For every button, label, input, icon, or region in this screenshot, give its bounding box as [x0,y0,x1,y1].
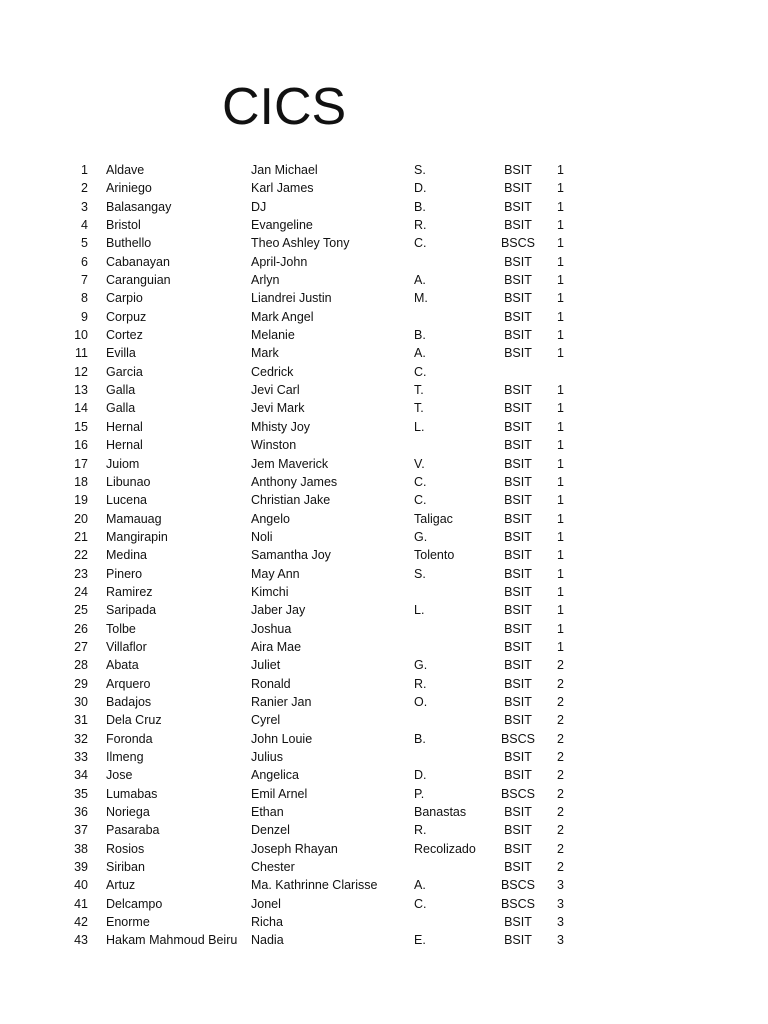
year-level: 1 [557,218,564,233]
table-row [0,858,768,876]
table-row [0,656,768,674]
last-name: Garcia [106,364,143,379]
middle-name: D. [414,181,427,196]
first-name: Angelica [251,768,299,783]
course: BSIT [504,328,532,343]
middle-name: O. [414,694,428,709]
year-level: 2 [557,658,564,673]
row-number: 6 [81,254,88,269]
first-name: May Ann [251,566,300,581]
first-name: Ethan [251,805,284,820]
row-number: 31 [74,713,88,728]
year-level: 2 [557,676,564,691]
course: BSIT [504,199,532,214]
course: BSIT [504,805,532,820]
table-row [0,198,768,216]
course: BSCS [500,731,536,746]
last-name: Saripada [106,603,157,618]
middle-name: B. [414,199,426,214]
year-level: 1 [557,309,564,324]
first-name: Noli [251,529,273,544]
course: BSIT [504,273,532,288]
row-number: 10 [74,328,88,343]
last-name: Libunao [106,474,151,489]
first-name: Evangeline [251,218,313,233]
middle-name: S. [414,163,426,177]
year-level: 1 [557,474,564,489]
table-row [0,840,768,858]
table-row [0,693,768,711]
last-name: Tolbe [106,621,136,636]
course: BSIT [504,639,532,654]
course: BSIT [504,181,532,196]
course: BSCS [500,786,536,801]
middle-name: C. [414,493,427,508]
table-row [0,931,768,949]
row-number: 29 [74,676,88,691]
course: BSIT [504,621,532,636]
middle-name: T. [414,401,424,416]
row-number: 34 [74,768,88,783]
last-name: Jose [106,768,133,783]
table-row [0,289,768,307]
row-number: 19 [74,493,88,508]
last-name: Rosios [106,841,145,856]
year-level: 3 [557,896,564,911]
last-name: Galla [106,383,136,398]
table-row [0,234,768,252]
course: BSIT [504,401,532,416]
first-name: John Louie [251,731,313,746]
last-name: Dela Cruz [106,713,162,728]
year-level: 1 [557,291,564,306]
last-name: Hakam Mahmoud Beiru [106,933,238,948]
course: BSIT [504,658,532,673]
year-level: 1 [557,584,564,599]
first-name: Mark Angel [251,309,314,324]
first-name: Jaber Jay [251,603,306,618]
row-number: 7 [81,273,88,288]
row-number: 8 [81,291,88,306]
year-level: 2 [557,823,564,838]
year-level: 1 [557,383,564,398]
middle-name: R. [414,823,427,838]
course: BSIT [504,218,532,233]
last-name: Badajos [106,694,152,709]
year-level: 2 [557,713,564,728]
course: BSIT [504,713,532,728]
first-name: Julius [251,750,283,764]
course: BSIT [504,529,532,544]
course: BSIT [504,383,532,398]
middle-name: B. [414,731,426,746]
middle-name: E. [414,933,426,948]
row-number: 12 [74,364,88,379]
course: BSIT [504,493,532,508]
year-level: 2 [557,841,564,856]
last-name: Ariniego [106,181,152,196]
middle-name: Recolizado [414,841,476,856]
row-number: 41 [74,896,88,911]
middle-name: C. [414,364,427,379]
table-row [0,711,768,729]
course: BSIT [504,419,532,434]
middle-name: S. [414,566,426,581]
course: BSIT [504,163,532,177]
last-name: Evilla [106,346,136,361]
first-name: Mark [251,346,279,361]
row-number: 20 [74,511,88,526]
table-row [0,730,768,748]
course: BSIT [504,548,532,563]
course: BSIT [504,584,532,599]
middle-name: C. [414,474,427,489]
table-row [0,510,768,528]
first-name: Juliet [251,658,281,673]
first-name: Theo Ashley Tony [251,236,350,251]
year-level: 1 [557,493,564,508]
table-row [0,895,768,913]
last-name: Hernal [106,419,143,434]
row-number: 15 [74,419,88,434]
middle-name: M. [414,291,428,306]
row-number: 43 [74,933,88,948]
course: BSIT [504,456,532,471]
last-name: Buthello [106,236,152,251]
first-name: Ma. Kathrinne Clarisse [251,878,378,893]
row-number: 1 [81,163,88,177]
year-level: 1 [557,163,564,177]
row-number: 37 [74,823,88,838]
middle-name: R. [414,676,427,691]
table-row [0,766,768,784]
table-row [0,546,768,564]
first-name: Richa [251,915,283,930]
row-number: 16 [74,438,88,453]
last-name: Cortez [106,328,143,343]
row-number: 22 [74,548,88,563]
course: BSIT [504,346,532,361]
first-name: Denzel [251,823,290,838]
middle-name: V. [414,456,425,471]
last-name: Lucena [106,493,148,508]
first-name: Jevi Carl [251,383,300,398]
last-name: Mamauag [106,511,162,526]
middle-name: D. [414,768,427,783]
course: BSIT [504,566,532,581]
table-row [0,436,768,454]
last-name: Noriega [106,805,150,820]
course: BSIT [504,254,532,269]
table-row [0,326,768,344]
middle-name: Banastas [414,805,467,820]
year-level: 2 [557,768,564,783]
first-name: Ronald [251,676,291,691]
table-row [0,308,768,326]
last-name: Abata [106,658,139,673]
course: BSIT [504,603,532,618]
last-name: Lumabas [106,786,158,801]
last-name: Artuz [106,878,136,893]
year-level: 2 [557,694,564,709]
course: BSIT [504,511,532,526]
year-level: 1 [557,548,564,563]
table-row [0,344,768,362]
year-level: 1 [557,346,564,361]
row-number: 33 [74,750,88,764]
first-name: Cedrick [251,364,294,379]
middle-name: A. [414,346,426,361]
table-row [0,638,768,656]
table-row [0,216,768,234]
first-name: Anthony James [251,474,338,489]
year-level: 1 [557,438,564,453]
row-number: 5 [81,236,88,251]
middle-name: C. [414,896,427,911]
first-name: Arlyn [251,273,280,288]
middle-name: G. [414,529,428,544]
last-name: Villaflor [106,639,147,654]
last-name: Ramirez [106,584,153,599]
middle-name: P. [414,786,425,801]
middle-name: L. [414,419,425,434]
row-number: 11 [75,346,88,361]
middle-name: Taligac [414,511,453,526]
last-name: Pasaraba [106,823,160,838]
first-name: Mhisty Joy [251,419,311,434]
row-number: 27 [74,639,88,654]
year-level: 1 [557,328,564,343]
last-name: Hernal [106,438,143,453]
table-row [0,565,768,583]
page-title: CICS [222,78,347,136]
last-name: Ilmeng [106,750,144,764]
year-level: 2 [557,805,564,820]
row-number: 42 [74,915,88,930]
year-level: 1 [557,419,564,434]
row-number: 38 [74,841,88,856]
course: BSCS [500,236,536,251]
year-level: 2 [557,786,564,801]
last-name: Cabanayan [106,254,170,269]
row-number: 40 [74,878,88,893]
first-name: Christian Jake [251,493,331,508]
table-row [0,363,768,381]
first-name: Winston [251,438,297,453]
first-name: Ranier Jan [251,694,312,709]
first-name: Joshua [251,621,292,636]
table-row [0,253,768,271]
row-number: 3 [81,199,88,214]
course: BSIT [504,309,532,324]
year-level: 3 [557,933,564,948]
table-row [0,528,768,546]
middle-name: B. [414,328,426,343]
course: BSIT [504,694,532,709]
row-number: 35 [74,786,88,801]
first-name: Joseph Rhayan [251,841,338,856]
table-row [0,601,768,619]
year-level: 1 [557,181,564,196]
course: BSIT [504,474,532,489]
first-name: Karl James [251,181,314,196]
last-name: Bristol [106,218,141,233]
row-number: 21 [74,529,88,544]
middle-name: L. [414,603,425,618]
table-row [0,418,768,436]
table-row [0,161,768,179]
course: BSIT [504,933,532,948]
row-number: 14 [74,401,88,416]
row-number: 36 [74,805,88,820]
course: BSIT [504,860,532,875]
table-row [0,620,768,638]
table-row [0,675,768,693]
last-name: Corpuz [106,309,147,324]
last-name: Foronda [106,731,153,746]
last-name: Siriban [106,860,145,875]
first-name: DJ [251,199,267,214]
last-name: Aldave [106,163,145,177]
middle-name: C. [414,236,427,251]
row-number: 39 [74,860,88,875]
first-name: April-John [251,254,308,269]
student-roster [0,161,768,950]
year-level: 1 [557,273,564,288]
year-level: 1 [557,621,564,636]
table-row [0,271,768,289]
first-name: Angelo [251,511,290,526]
course: BSIT [504,676,532,691]
year-level: 1 [557,529,564,544]
row-number: 17 [74,456,88,471]
year-level: 1 [557,603,564,618]
table-row [0,179,768,197]
row-number: 30 [74,694,88,709]
year-level: 3 [557,915,564,930]
middle-name: T. [414,383,424,398]
table-row [0,913,768,931]
row-number: 25 [74,603,88,618]
course: BSIT [504,438,532,453]
row-number: 28 [74,658,88,673]
first-name: Jevi Mark [251,401,305,416]
course: BSIT [504,841,532,856]
first-name: Jem Maverick [251,456,329,471]
year-level: 1 [557,254,564,269]
year-level: 1 [557,456,564,471]
course: BSIT [504,750,532,764]
middle-name: A. [414,878,426,893]
middle-name: Tolento [414,548,455,563]
row-number: 9 [81,309,88,324]
row-number: 4 [81,218,88,233]
last-name: Mangirapin [106,529,168,544]
first-name: Chester [251,860,295,875]
table-row [0,583,768,601]
last-name: Arquero [106,676,151,691]
last-name: Pinero [106,566,143,581]
table-row [0,785,768,803]
table-row [0,399,768,417]
table-row [0,473,768,491]
year-level: 1 [557,401,564,416]
row-number: 26 [74,621,88,636]
row-number: 32 [74,731,88,746]
first-name: Nadia [251,933,284,948]
year-level: 1 [557,566,564,581]
year-level: 3 [557,878,564,893]
year-level: 2 [557,731,564,746]
table-row [0,803,768,821]
last-name: Galla [106,401,136,416]
first-name: Kimchi [251,584,289,599]
last-name: Delcampo [106,896,163,911]
course: BSCS [500,878,536,893]
year-level: 1 [557,236,564,251]
table-row [0,821,768,839]
first-name: Aira Mae [251,639,302,654]
year-level: 2 [557,750,564,764]
last-name: Carpio [106,291,143,306]
table-row [0,381,768,399]
course: BSIT [504,823,532,838]
middle-name: G. [414,658,428,673]
last-name: Enorme [106,915,150,930]
table-row [0,876,768,894]
last-name: Medina [106,548,147,563]
first-name: Emil Arnel [251,786,308,801]
course: BSIT [504,291,532,306]
row-number: 24 [74,584,88,599]
course: BSIT [504,915,532,930]
year-level: 1 [557,199,564,214]
first-name: Jan Michael [251,163,318,177]
last-name: Juiom [106,456,140,471]
first-name: Melanie [251,328,295,343]
table-row [0,748,768,766]
first-name: Jonel [251,896,281,911]
first-name: Samantha Joy [251,548,331,563]
course: BSCS [500,896,536,911]
last-name: Balasangay [106,199,172,214]
year-level: 2 [557,860,564,875]
course: BSIT [504,768,532,783]
middle-name: R. [414,218,427,233]
first-name: Liandrei Justin [251,291,332,306]
row-number: 18 [74,474,88,489]
year-level: 1 [557,511,564,526]
first-name: Cyrel [251,713,281,728]
row-number: 13 [74,383,88,398]
year-level: 1 [557,639,564,654]
row-number: 23 [74,566,88,581]
table-row [0,491,768,509]
table-row [0,455,768,473]
row-number: 2 [81,181,88,196]
last-name: Caranguian [106,273,171,288]
middle-name: A. [414,273,426,288]
